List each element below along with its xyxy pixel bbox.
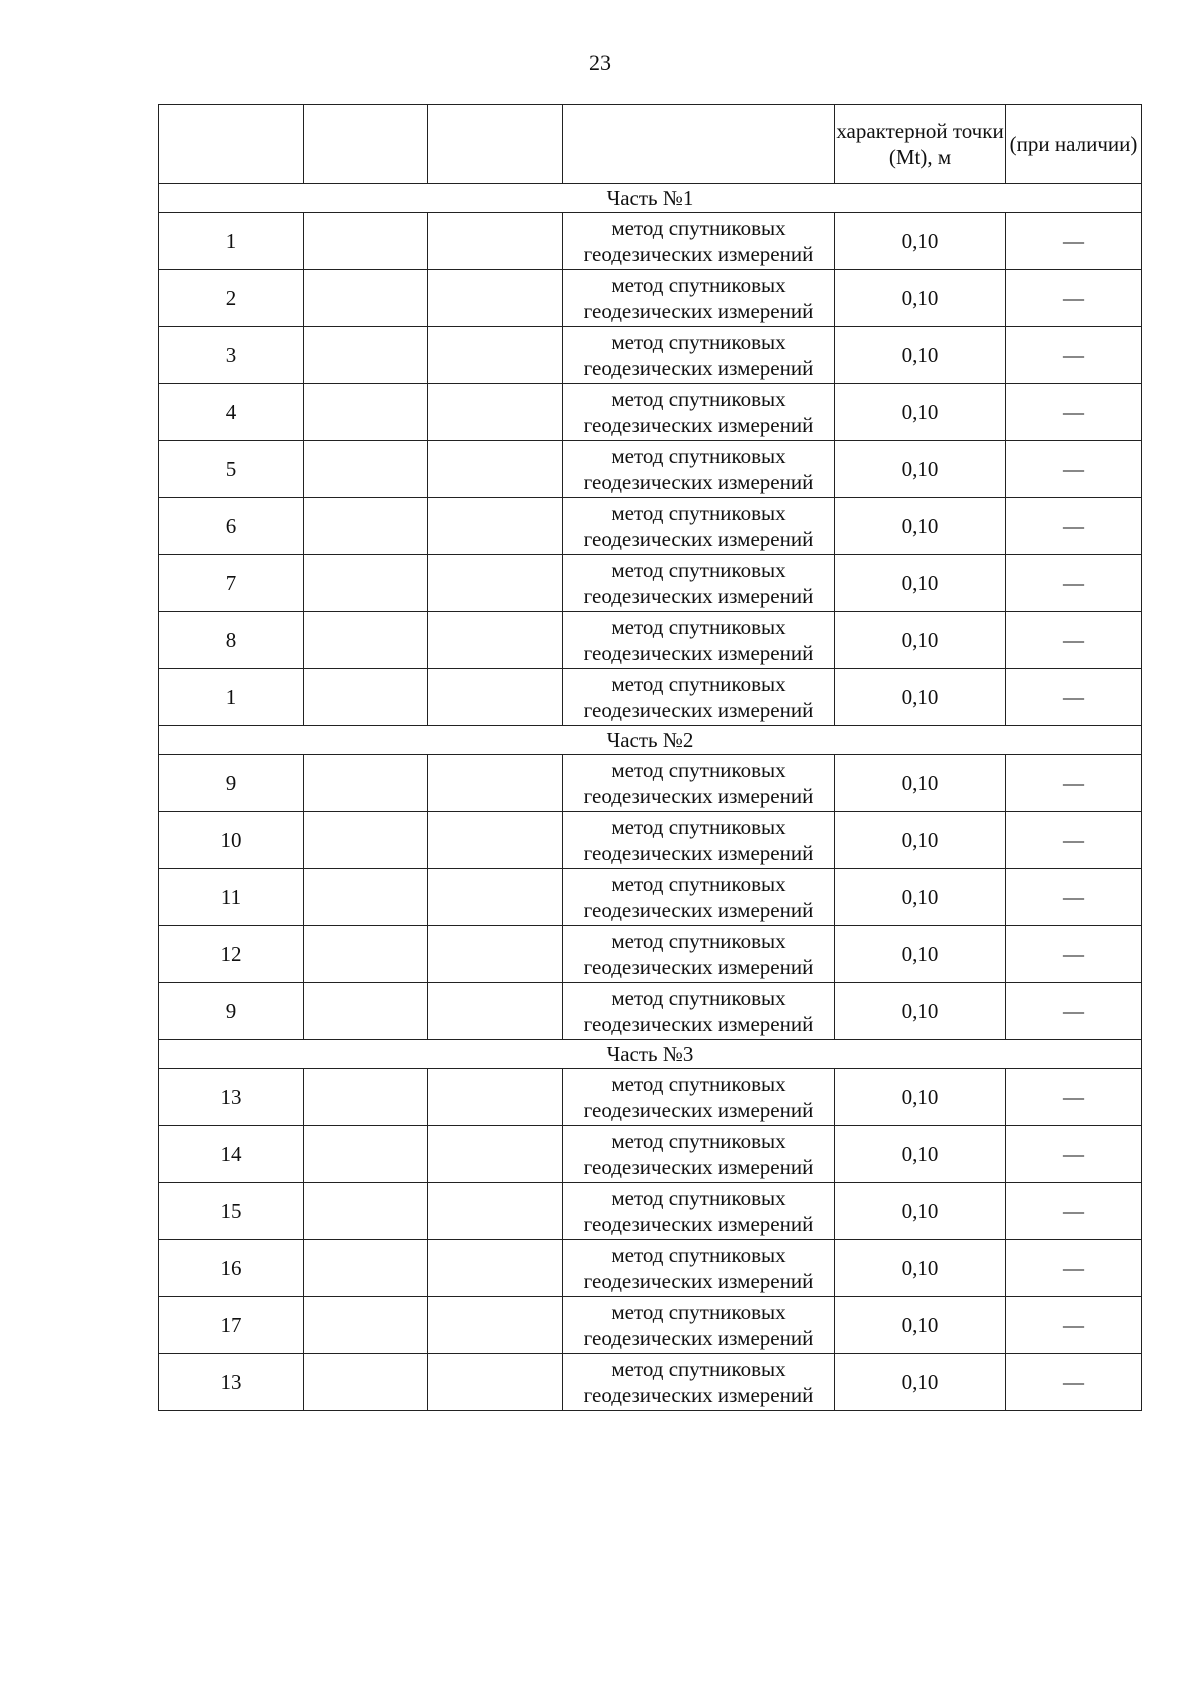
method-line: метод спутниковых: [611, 501, 786, 525]
point-number-cell: 10: [159, 812, 304, 869]
point-number-cell: 1: [159, 669, 304, 726]
point-number-cell: 13: [159, 1354, 304, 1411]
empty-cell: [304, 1069, 428, 1126]
note-cell: —: [1006, 213, 1142, 270]
table-row: [159, 270, 1142, 327]
empty-cell: [428, 926, 563, 983]
note-cell: —: [1006, 669, 1142, 726]
method-cell: [563, 1069, 835, 1126]
accuracy-cell: 0,10: [835, 669, 1006, 726]
method-line: метод спутниковых: [611, 1072, 786, 1096]
accuracy-cell: 0,10: [835, 1354, 1006, 1411]
point-number-cell: 5: [159, 441, 304, 498]
empty-cell: [428, 213, 563, 270]
empty-cell: [304, 669, 428, 726]
accuracy-cell: 0,10: [835, 1297, 1006, 1354]
accuracy-cell: 0,10: [835, 384, 1006, 441]
method-line: метод спутниковых: [611, 558, 786, 582]
table-row: [159, 327, 1142, 384]
empty-cell: [304, 270, 428, 327]
note-cell: —: [1006, 441, 1142, 498]
table-header-row: [159, 105, 1142, 184]
empty-cell: [304, 1183, 428, 1240]
empty-cell: [304, 1354, 428, 1411]
empty-cell: [428, 270, 563, 327]
accuracy-cell: 0,10: [835, 755, 1006, 812]
empty-cell: [304, 755, 428, 812]
method-line: геодезических измерений: [583, 1098, 814, 1122]
header-cell: [304, 105, 428, 184]
table-row: [159, 812, 1142, 869]
method-line: метод спутниковых: [611, 1243, 786, 1267]
empty-cell: [304, 384, 428, 441]
method-cell: [563, 327, 835, 384]
table-row: [159, 1126, 1142, 1183]
note-cell: —: [1006, 983, 1142, 1040]
empty-cell: [428, 755, 563, 812]
accuracy-cell: 0,10: [835, 612, 1006, 669]
method-line: геодезических измерений: [583, 1012, 814, 1036]
accuracy-cell: 0,10: [835, 1069, 1006, 1126]
section-title: Часть №2: [159, 726, 1142, 755]
method-line: метод спутниковых: [611, 1186, 786, 1210]
section-title: Часть №1: [159, 184, 1142, 213]
method-line: геодезических измерений: [583, 841, 814, 865]
method-line: геодезических измерений: [583, 955, 814, 979]
empty-cell: [304, 1126, 428, 1183]
page-number: 23: [589, 50, 611, 75]
table-row: [159, 1240, 1142, 1297]
accuracy-cell: 0,10: [835, 869, 1006, 926]
table-row: [159, 1297, 1142, 1354]
method-line: метод спутниковых: [611, 387, 786, 411]
method-line: геодезических измерений: [583, 299, 814, 323]
method-cell: [563, 1240, 835, 1297]
point-number-cell: 4: [159, 384, 304, 441]
accuracy-cell: 0,10: [835, 1240, 1006, 1297]
point-number-cell: 12: [159, 926, 304, 983]
point-number-cell: 1: [159, 213, 304, 270]
table-row: [159, 669, 1142, 726]
method-line: метод спутниковых: [611, 872, 786, 896]
coordinates-table: [158, 104, 1142, 1411]
table-row: [159, 1069, 1142, 1126]
method-line: геодезических измерений: [583, 1383, 814, 1407]
method-cell: [563, 555, 835, 612]
method-line: геодезических измерений: [583, 470, 814, 494]
method-line: метод спутниковых: [611, 615, 786, 639]
empty-cell: [304, 555, 428, 612]
note-cell: —: [1006, 327, 1142, 384]
table-body: [159, 105, 1142, 1411]
note-cell: —: [1006, 1126, 1142, 1183]
method-cell: [563, 1126, 835, 1183]
point-number-cell: 7: [159, 555, 304, 612]
method-line: геодезических измерений: [583, 242, 814, 266]
note-cell: —: [1006, 755, 1142, 812]
method-line: геодезических измерений: [583, 356, 814, 380]
accuracy-cell: 0,10: [835, 213, 1006, 270]
method-line: метод спутниковых: [611, 929, 786, 953]
section-row: [159, 184, 1142, 213]
accuracy-cell: 0,10: [835, 498, 1006, 555]
accuracy-cell: 0,10: [835, 983, 1006, 1040]
accuracy-cell: 0,10: [835, 1126, 1006, 1183]
empty-cell: [428, 1126, 563, 1183]
section-row: [159, 726, 1142, 755]
point-number-cell: 14: [159, 1126, 304, 1183]
note-cell: —: [1006, 812, 1142, 869]
method-line: геодезических измерений: [583, 527, 814, 551]
method-cell: [563, 869, 835, 926]
method-line: геодезических измерений: [583, 1155, 814, 1179]
method-cell: [563, 498, 835, 555]
point-number-cell: 15: [159, 1183, 304, 1240]
table-row: [159, 555, 1142, 612]
empty-cell: [428, 612, 563, 669]
method-line: метод спутниковых: [611, 986, 786, 1010]
method-line: метод спутниковых: [611, 672, 786, 696]
method-line: геодезических измерений: [583, 1269, 814, 1293]
note-cell: —: [1006, 498, 1142, 555]
method-cell: [563, 926, 835, 983]
table-row: [159, 213, 1142, 270]
note-cell: —: [1006, 1069, 1142, 1126]
accuracy-cell: 0,10: [835, 1183, 1006, 1240]
method-line: метод спутниковых: [611, 216, 786, 240]
method-line: метод спутниковых: [611, 1357, 786, 1381]
method-line: метод спутниковых: [611, 444, 786, 468]
empty-cell: [428, 327, 563, 384]
accuracy-cell: 0,10: [835, 441, 1006, 498]
method-line: метод спутниковых: [611, 758, 786, 782]
point-number-cell: 17: [159, 1297, 304, 1354]
table-row: [159, 983, 1142, 1040]
empty-cell: [428, 869, 563, 926]
accuracy-cell: 0,10: [835, 926, 1006, 983]
point-number-cell: 16: [159, 1240, 304, 1297]
method-cell: [563, 1183, 835, 1240]
method-cell: [563, 612, 835, 669]
table-row: [159, 869, 1142, 926]
accuracy-cell: 0,10: [835, 555, 1006, 612]
empty-cell: [304, 1240, 428, 1297]
empty-cell: [428, 1354, 563, 1411]
empty-cell: [304, 983, 428, 1040]
empty-cell: [304, 327, 428, 384]
table-row: [159, 1354, 1142, 1411]
empty-cell: [304, 498, 428, 555]
empty-cell: [304, 869, 428, 926]
note-cell: —: [1006, 1354, 1142, 1411]
table-row: [159, 1183, 1142, 1240]
accuracy-cell: 0,10: [835, 327, 1006, 384]
empty-cell: [428, 983, 563, 1040]
method-cell: [563, 669, 835, 726]
note-cell: —: [1006, 1297, 1142, 1354]
note-cell: —: [1006, 270, 1142, 327]
method-cell: [563, 270, 835, 327]
note-cell: —: [1006, 926, 1142, 983]
empty-cell: [428, 1183, 563, 1240]
header-cell: [563, 105, 835, 184]
header-cell: [159, 105, 304, 184]
method-line: геодезических измерений: [583, 1212, 814, 1236]
note-cell: —: [1006, 555, 1142, 612]
note-cell: —: [1006, 1240, 1142, 1297]
method-cell: [563, 983, 835, 1040]
method-line: метод спутниковых: [611, 815, 786, 839]
empty-cell: [304, 612, 428, 669]
method-line: метод спутниковых: [611, 1300, 786, 1324]
empty-cell: [428, 1069, 563, 1126]
method-cell: [563, 441, 835, 498]
section-row: [159, 1040, 1142, 1069]
method-line: метод спутниковых: [611, 1129, 786, 1153]
method-cell: [563, 1354, 835, 1411]
empty-cell: [428, 555, 563, 612]
point-number-cell: 2: [159, 270, 304, 327]
method-line: метод спутниковых: [611, 330, 786, 354]
method-line: метод спутниковых: [611, 273, 786, 297]
section-title: Часть №3: [159, 1040, 1142, 1069]
point-number-cell: 8: [159, 612, 304, 669]
note-cell: —: [1006, 869, 1142, 926]
empty-cell: [304, 213, 428, 270]
method-cell: [563, 1297, 835, 1354]
empty-cell: [304, 812, 428, 869]
method-line: геодезических измерений: [583, 641, 814, 665]
point-number-cell: 9: [159, 755, 304, 812]
header-cell-accuracy: характерной точки (Mt), м: [835, 105, 1006, 184]
empty-cell: [428, 498, 563, 555]
table-row: [159, 498, 1142, 555]
note-cell: —: [1006, 612, 1142, 669]
method-cell: [563, 812, 835, 869]
method-cell: [563, 213, 835, 270]
method-line: геодезических измерений: [583, 784, 814, 808]
empty-cell: [304, 1297, 428, 1354]
accuracy-cell: 0,10: [835, 270, 1006, 327]
table-row: [159, 755, 1142, 812]
point-number-cell: 3: [159, 327, 304, 384]
note-cell: —: [1006, 1183, 1142, 1240]
point-number-cell: 13: [159, 1069, 304, 1126]
point-number-cell: 9: [159, 983, 304, 1040]
table-row: [159, 926, 1142, 983]
point-number-cell: 11: [159, 869, 304, 926]
note-cell: —: [1006, 384, 1142, 441]
empty-cell: [304, 441, 428, 498]
method-line: геодезических измерений: [583, 413, 814, 437]
empty-cell: [428, 441, 563, 498]
header-cell: [428, 105, 563, 184]
method-line: геодезических измерений: [583, 584, 814, 608]
header-cell-note: (при наличии): [1006, 105, 1142, 184]
table-row: [159, 441, 1142, 498]
method-cell: [563, 384, 835, 441]
method-line: геодезических измерений: [583, 898, 814, 922]
empty-cell: [304, 926, 428, 983]
empty-cell: [428, 812, 563, 869]
empty-cell: [428, 1297, 563, 1354]
table-row: [159, 384, 1142, 441]
method-line: геодезических измерений: [583, 1326, 814, 1350]
point-number-cell: 6: [159, 498, 304, 555]
empty-cell: [428, 1240, 563, 1297]
empty-cell: [428, 384, 563, 441]
method-line: геодезических измерений: [583, 698, 814, 722]
accuracy-cell: 0,10: [835, 812, 1006, 869]
method-cell: [563, 755, 835, 812]
table-row: [159, 612, 1142, 669]
empty-cell: [428, 669, 563, 726]
